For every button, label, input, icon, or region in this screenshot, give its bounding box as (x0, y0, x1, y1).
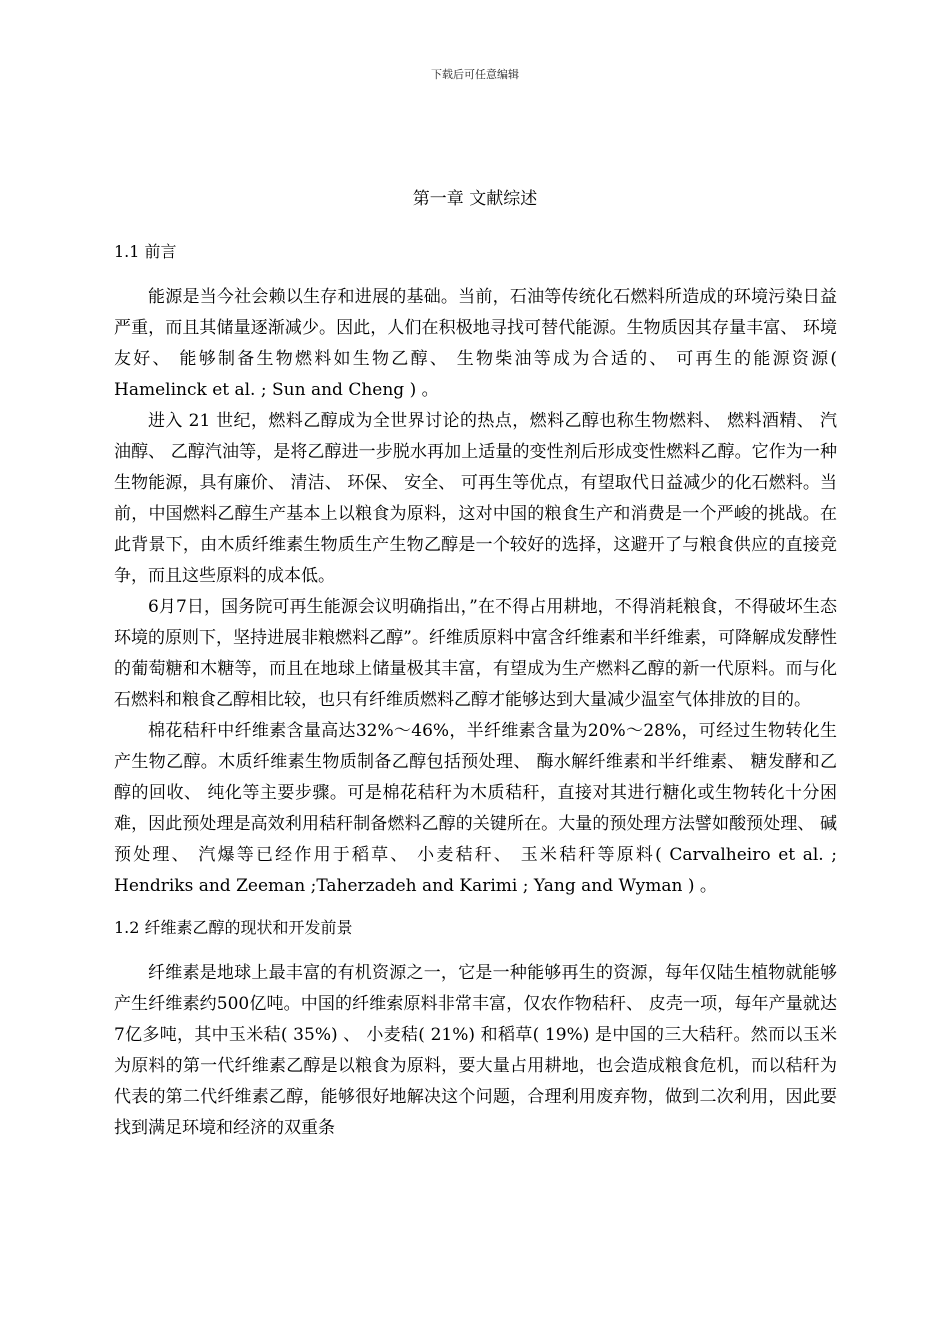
section-heading-preface: 1.1 前言 (114, 242, 177, 261)
section-heading-cellulose-ethanol: 1.2 纤维素乙醇的现状和开发前景 (114, 918, 353, 937)
paragraph: 6月7日，国务院可再生能源会议明确指出，”在不得占用耕地，不得消耗粮食，不得破坏生态环境的原则下，坚持进展非粮燃料乙醇”。纤维质原料中富含纤维素和半纤维素，可降解成发酵性的葡萄糖和木糖等，而且在地球上储量极其丰富，有望成为生产燃料乙醇的新一代原料。而与化石燃料和粮食乙醇相比较，也只有纤维质燃料乙醇才能够达到大量减少温室气体排放的目的。 (114, 597, 837, 710)
paragraph: 进入 21 世纪，燃料乙醇成为全世界讨论的热点，燃料乙醇也称生物燃料、 燃料酒精、 汽油醇、 乙醇汽油等，是将乙醇进一步脱水再加上适量的变性剂后形成变性燃料乙醇。它作为一种生物能源，具有廉价、 清洁、 环保、 安全、 可再生等优点，有望取代日益减少的化石燃料。当前，中国燃料乙醇生产基本上以粮食为原料，这对中国的粮食生产和消费是一个严峻的挑战。在此背景下，由木质纤维素生物质生产生物乙醇是一个较好的选择，这避开了与粮食供应的直接竞争，而且这些原料的成本低。 (114, 411, 837, 586)
paragraph: 棉花秸秆中纤维素含量高达32%～46%，半纤维素含量为20%～28%，可经过生物转化生产生物乙醇。木质纤维素生物质制备乙醇包括预处理、 酶水解纤维素和半纤维素、 糖发酵和乙醇的回收、 纯化等主要步骤。可是棉花秸秆为木质秸秆，直接对其进行糖化或生物转化十分困难，因此预处理是高效利用秸秆制备燃料乙醇的关键所在。大量的预处理方法譬如酸预处理、 碱预处理、 汽爆等已经作用于稻草、 小麦秸秆、 玉米秸秆等原料( Carvalheiro et al. ; Hendriks and Zeeman ;Taherzadeh and Karimi ; Yang and Wyman ) 。 (114, 721, 837, 896)
paragraph: 能源是当今社会赖以生存和进展的基础。当前，石油等传统化石燃料所造成的环境污染日益严重，而且其储量逐渐减少。因此，人们在积极地寻找可替代能源。生物质因其存量丰富、 环境友好、 能够制备生物燃料如生物乙醇、 生物柴油等成为合适的、 可再生的能源资源( Hamelinck et al. ; Sun and Cheng ) 。 (114, 287, 837, 400)
paragraph: 纤维素是地球上最丰富的有机资源之一，它是一种能够再生的资源，每年仅陆生植物就能够产生纤维素约500亿吨。中国的纤维索原料非常丰富，仅农作物秸秆、 皮壳一项，每年产量就达7亿多吨，其中玉米秸( 35%) 、 小麦秸( 21%) 和稻草( 19%) 是中国的三大秸秆。然而以玉米为原料的第一代纤维素乙醇是以粮食为原料，要大量占用耕地，也会造成粮食危机，而以秸秆为代表的第二代纤维素乙醇，能够很好地解决这个问题，合理利用废弃物，做到二次利用，因此要找到满足环境和经济的双重条 (114, 963, 837, 1138)
document-body (114, 240, 837, 1144)
chapter-title: 第一章 文献综述 (412, 189, 538, 209)
header-note: 下载后可任意编辑 (431, 68, 519, 81)
